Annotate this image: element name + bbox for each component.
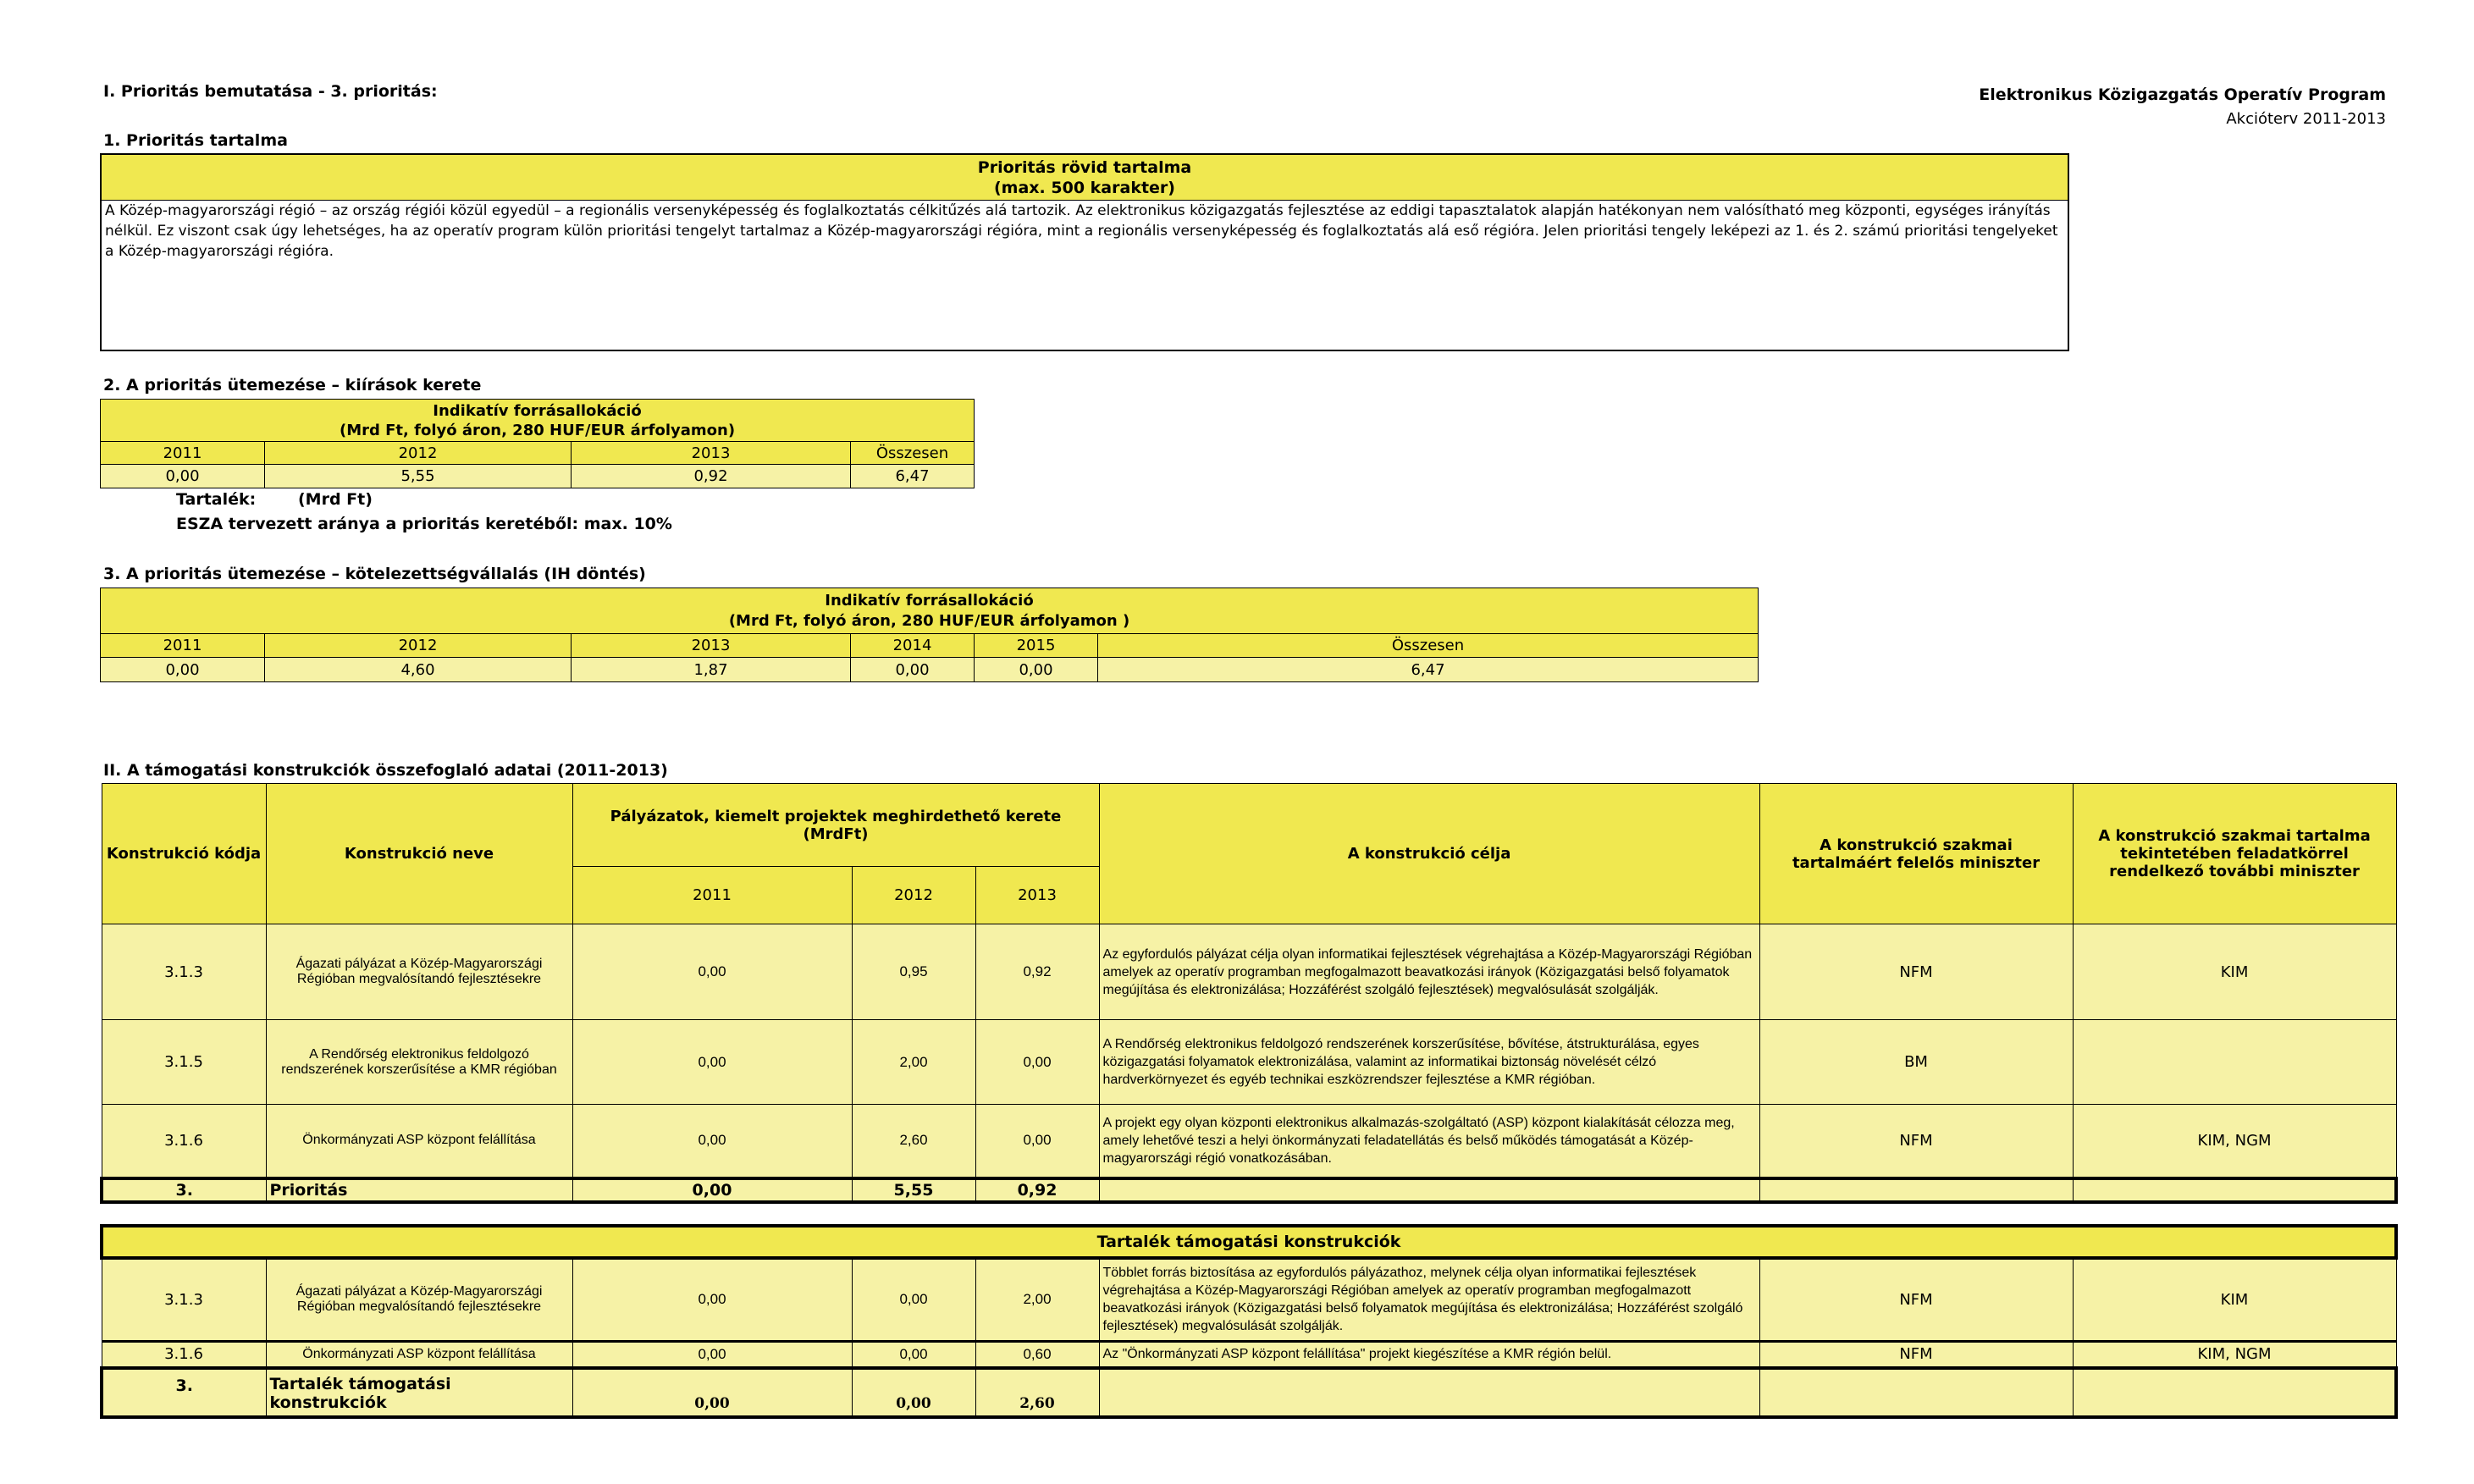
column-header: 2011 bbox=[101, 634, 265, 658]
table-cell: 6,47 bbox=[1098, 658, 1759, 682]
row-name: Önkormányzati ASP központ felállítása bbox=[266, 1105, 572, 1178]
table-cell: 0,00 bbox=[101, 465, 265, 488]
total-code: 3. bbox=[102, 1178, 266, 1202]
row-name: Önkormányzati ASP központ felállítása bbox=[266, 1341, 572, 1368]
table-cell: 4,60 bbox=[265, 658, 572, 682]
total-2013: 2,60 bbox=[975, 1368, 1099, 1417]
table-cell: 1,87 bbox=[572, 658, 851, 682]
row-name: Ágazati pályázat a Közép-Magyarországi Régióban megvalósítandó fejlesztésekre bbox=[266, 1258, 572, 1341]
row-2011: 0,00 bbox=[572, 1258, 852, 1341]
esza-note: ESZA tervezett aránya a prioritás keretéből: max. 10% bbox=[176, 515, 672, 533]
table-cell: 0,00 bbox=[975, 658, 1098, 682]
total-code: 3. bbox=[102, 1368, 266, 1417]
header-other-minister: A konstrukció szakmai tartalma tekintetében feladatkörrel rendelkező további miniszter bbox=[2073, 784, 2396, 924]
header-budget: Pályázatok, kiemelt projektek meghirdethető kerete (MrdFt) bbox=[572, 784, 1099, 867]
row-code: 3.1.3 bbox=[102, 924, 266, 1020]
total-2013: 0,92 bbox=[975, 1178, 1099, 1202]
total-minister bbox=[1759, 1368, 2073, 1417]
table-row bbox=[102, 1020, 2396, 1105]
header-goal: A konstrukció célja bbox=[1099, 784, 1759, 924]
action-plan-label: Akcióterv 2011-2013 bbox=[2226, 110, 2386, 128]
priority-content-text: A Közép-magyarországi régió – az ország régiói közül egyedül – a regionális versenyképesség és foglalkoztatás célkitűzés alá tartozik. Az elektronikus közigazgatás fejlesztése az eddigi tapasztalatok alapján hatékonyan nem valósítható meg központi, egységes irányítás nélkül. Ez viszont csak úgy lehetséges, ha az operatív program külön prioritási tengelyt tartalmaz a Közép-magyarországi régióra, mint a regionális versenyképesség és foglalkoztatás alá eső régióra. Jelen prioritási tengely leképezi az 1. és 2. számú prioritási tengelyeket a Közép-magyarországi régióra. bbox=[105, 202, 2058, 260]
total-name: Tartalék támogatási konstrukciók bbox=[266, 1368, 572, 1417]
priority-content-box bbox=[100, 153, 2069, 351]
commitment-schedule-heading-line2: (Mrd Ft, folyó áron, 280 HUF/EUR árfolyamon ) bbox=[728, 611, 1130, 630]
column-header: 2012 bbox=[265, 442, 572, 465]
column-header: Összesen bbox=[851, 442, 975, 465]
column-header: 2015 bbox=[975, 634, 1098, 658]
total-2011: 0,00 bbox=[572, 1368, 852, 1417]
header-year: 2013 bbox=[975, 867, 1099, 924]
table-row bbox=[102, 1341, 2396, 1368]
row-2011: 0,00 bbox=[572, 1020, 852, 1105]
row-2013: 2,00 bbox=[975, 1258, 1099, 1341]
column-header: 2011 bbox=[101, 442, 265, 465]
row-2012: 2,60 bbox=[852, 1105, 975, 1178]
row-goal: Az "Önkormányzati ASP központ felállítása" projekt kiegészítése a KMR régión belül. bbox=[1099, 1341, 1759, 1368]
row-name: A Rendőrség elektronikus feldolgozó rendszerének korszerűsítése a KMR régióban bbox=[266, 1020, 572, 1105]
table-row bbox=[102, 1258, 2396, 1341]
table-row bbox=[102, 1105, 2396, 1178]
row-other-minister: KIM bbox=[2073, 1258, 2396, 1341]
table-cell: 5,55 bbox=[265, 465, 572, 488]
row-2012: 2,00 bbox=[852, 1020, 975, 1105]
call-schedule-heading-line2: (Mrd Ft, folyó áron, 280 HUF/EUR árfolyamon) bbox=[339, 421, 736, 439]
section2-title: 2. A prioritás ütemezése – kiírások kerete bbox=[103, 376, 482, 394]
reserve-unit: (Mrd Ft) bbox=[298, 490, 373, 509]
row-other-minister: KIM, NGM bbox=[2073, 1341, 2396, 1368]
row-2012: 0,95 bbox=[852, 924, 975, 1020]
section3-title: 3. A prioritás ütemezése – kötelezettségvállalás (IH döntés) bbox=[103, 565, 646, 583]
row-code: 3.1.5 bbox=[102, 1020, 266, 1105]
row-minister: BM bbox=[1759, 1020, 2073, 1105]
row-2013: 0,60 bbox=[975, 1341, 1099, 1368]
column-header: Összesen bbox=[1098, 634, 1759, 658]
reserve-label: Tartalék: bbox=[176, 490, 257, 509]
section1-title: 1. Prioritás tartalma bbox=[103, 131, 288, 150]
row-2011: 0,00 bbox=[572, 1105, 852, 1178]
total-2012: 0,00 bbox=[852, 1368, 975, 1417]
total-other-minister bbox=[2073, 1368, 2396, 1417]
table-cell: 0,00 bbox=[851, 658, 975, 682]
row-code: 3.1.6 bbox=[102, 1341, 266, 1368]
header-year: 2012 bbox=[852, 867, 975, 924]
row-goal: A Rendőrség elektronikus feldolgozó rendszerének korszerűsítése, bővítése, átstrukturálása, egyes közigazgatási folyamatok elektronizálása, valamint az informatikai biztonság növelését célzó hardverkörnyezet és egyéb technikai eszközrendszer fejlesztése a KMR régióban. bbox=[1099, 1020, 1759, 1105]
page-title: I. Prioritás bemutatása - 3. prioritás: bbox=[103, 82, 438, 101]
row-other-minister bbox=[2073, 1020, 2396, 1105]
header-year: 2011 bbox=[572, 867, 852, 924]
total-2012: 5,55 bbox=[852, 1178, 975, 1202]
row-goal: Többlet forrás biztosítása az egyfordulós pályázathoz, melynek célja olyan informatikai fejlesztések végrehajtása a Közép-Magyarországi Régióban amelyek az operatív programban megfogalmazott beavatkozási irányok (Közigazgatási belső folyamatok megújítása és elektronizálása; Hozzáférést szolgáló fejlesztések) megvalósulását szolgálják. bbox=[1099, 1258, 1759, 1341]
constructions-table bbox=[100, 783, 2398, 1204]
reserve-constructions-table bbox=[100, 1224, 2398, 1419]
row-code: 3.1.6 bbox=[102, 1105, 266, 1178]
table-row bbox=[102, 924, 2396, 1020]
column-header: 2012 bbox=[265, 634, 572, 658]
row-minister: NFM bbox=[1759, 924, 2073, 1020]
row-minister: NFM bbox=[1759, 1258, 2073, 1341]
priority-content-heading bbox=[102, 155, 2068, 201]
row-2013: 0,00 bbox=[975, 1020, 1099, 1105]
total-minister bbox=[1759, 1178, 2073, 1202]
table-cell: 0,92 bbox=[572, 465, 851, 488]
row-2012: 0,00 bbox=[852, 1341, 975, 1368]
row-2013: 0,92 bbox=[975, 924, 1099, 1020]
row-goal: Az egyfordulós pályázat célja olyan informatikai fejlesztések végrehajtása a Közép-Magyarországi Régióban amelyek az operatív programban megfogalmazott beavatkozási irányok (Közigazgatási belső folyamatok megújítása és elektronizálása; Hozzáférést szolgáló fejlesztések) megvalósulását szolgálják. bbox=[1099, 924, 1759, 1020]
row-goal: A projekt egy olyan központi elektronikus alkalmazás-szolgáltató (ASP) központ kialakítását célozza meg, amely lehetővé teszi a helyi önkormányzati feladatellátás és belső működés támogatását a Közép-magyarországi régió vonatkozásában. bbox=[1099, 1105, 1759, 1178]
total-other-minister bbox=[2073, 1178, 2396, 1202]
row-minister: NFM bbox=[1759, 1105, 2073, 1178]
row-2012: 0,00 bbox=[852, 1258, 975, 1341]
row-code: 3.1.3 bbox=[102, 1258, 266, 1341]
commitment-schedule-table bbox=[100, 588, 1759, 682]
call-schedule-heading-line1: Indikatív forrásallokáció bbox=[433, 401, 642, 420]
commitment-schedule-heading bbox=[101, 588, 1759, 634]
total-2011: 0,00 bbox=[572, 1178, 852, 1202]
row-2013: 0,00 bbox=[975, 1105, 1099, 1178]
header-name: Konstrukció neve bbox=[266, 784, 572, 924]
column-header: 2013 bbox=[572, 634, 851, 658]
header-code: Konstrukció kódja bbox=[102, 784, 266, 924]
column-header: 2014 bbox=[851, 634, 975, 658]
commitment-schedule-heading-line1: Indikatív forrásallokáció bbox=[825, 591, 1034, 610]
total-row bbox=[102, 1178, 2396, 1202]
table-cell: 6,47 bbox=[851, 465, 975, 488]
row-other-minister: KIM, NGM bbox=[2073, 1105, 2396, 1178]
row-name: Ágazati pályázat a Közép-Magyarországi Régióban megvalósítandó fejlesztésekre bbox=[266, 924, 572, 1020]
row-minister: NFM bbox=[1759, 1341, 2073, 1368]
reserve-title: Tartalék támogatási konstrukciók bbox=[102, 1226, 2396, 1258]
header-minister: A konstrukció szakmai tartalmáért felelős miniszter bbox=[1759, 784, 2073, 924]
section4-title: II. A támogatási konstrukciók összefoglaló adatai (2011-2013) bbox=[103, 761, 668, 780]
row-other-minister: KIM bbox=[2073, 924, 2396, 1020]
program-title: Elektronikus Közigazgatás Operatív Program bbox=[1979, 86, 2386, 104]
row-2011: 0,00 bbox=[572, 1341, 852, 1368]
priority-content-heading-line2: (max. 500 karakter) bbox=[994, 179, 1175, 197]
total-row bbox=[102, 1368, 2396, 1417]
table-cell: 0,00 bbox=[101, 658, 265, 682]
call-schedule-table bbox=[100, 399, 975, 488]
row-2011: 0,00 bbox=[572, 924, 852, 1020]
total-goal bbox=[1099, 1178, 1759, 1202]
call-schedule-heading bbox=[101, 400, 975, 442]
total-goal bbox=[1099, 1368, 1759, 1417]
priority-content-heading-line1: Prioritás rövid tartalma bbox=[977, 158, 1192, 177]
total-name: Prioritás bbox=[266, 1178, 572, 1202]
column-header: 2013 bbox=[572, 442, 851, 465]
